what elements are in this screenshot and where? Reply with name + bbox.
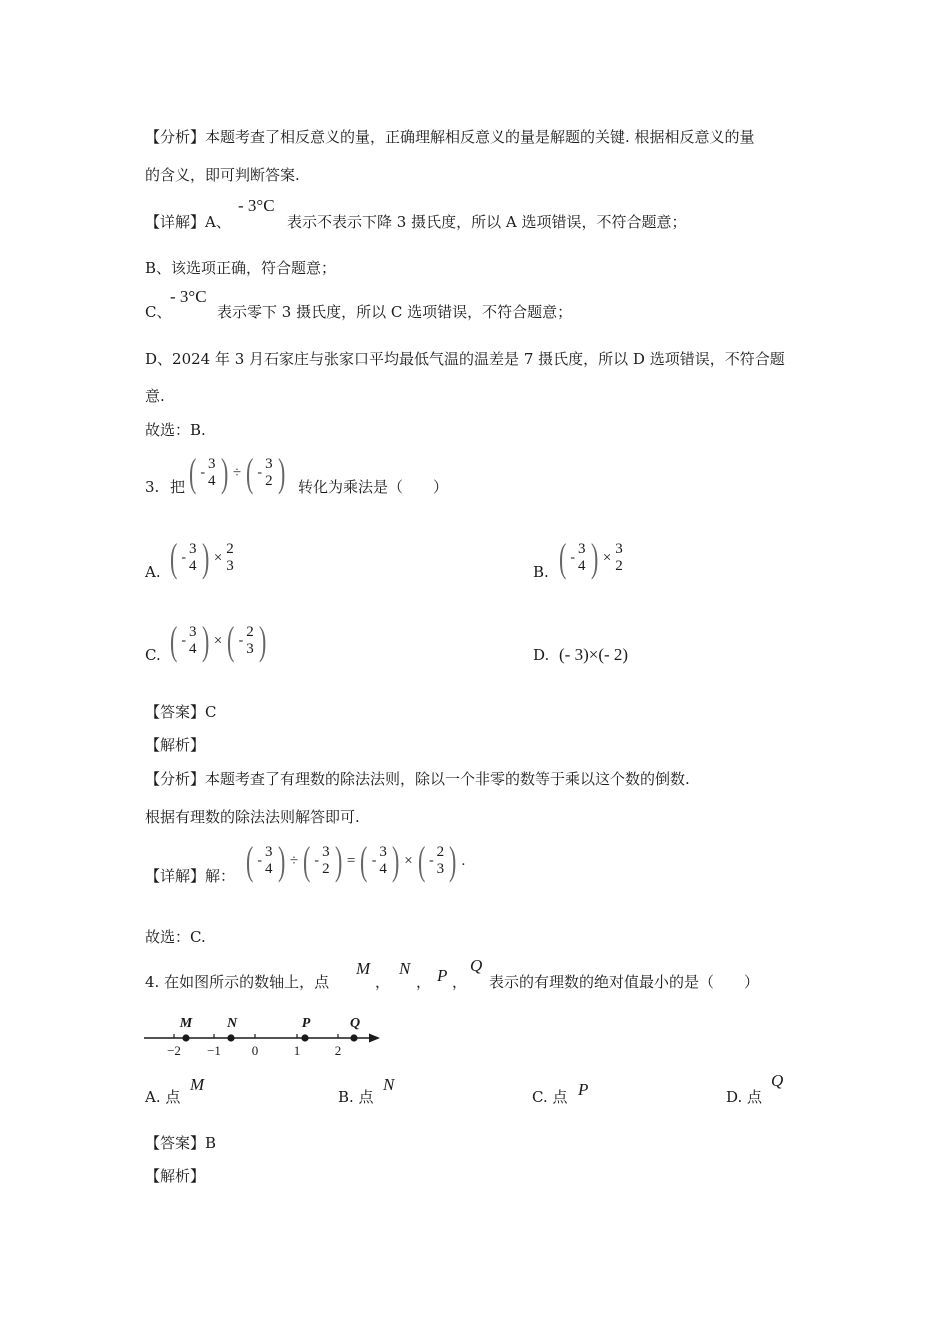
q2-temp-expr-c: - 3°C: [170, 287, 207, 306]
paren-open: (: [188, 450, 197, 495]
q4-opt-d-label: D. 点: [726, 1088, 763, 1106]
q4-comma: ，: [416, 973, 432, 991]
q3-analysis-line2: 根据有理数的除法法则解答即可.: [145, 808, 360, 826]
q4-comma: ，: [452, 973, 468, 991]
q4-opt-a-point: M: [190, 1075, 205, 1094]
q3-opt-c-label: C.: [145, 646, 161, 664]
q4-answer: 【答案】B: [145, 1134, 217, 1152]
q2-detail-a-suffix: 表示不表示下降 3 摄氏度，所以 A 选项错误，不符合题意；: [287, 213, 687, 231]
paren-close: ): [277, 450, 285, 495]
q4-opt-b-label: B. 点: [338, 1088, 374, 1106]
q2-detail-d-line2: 意.: [145, 387, 165, 405]
q3-analysis-line1: 【分析】本题考查了有理数的除法法则，除以一个非零的数等于乘以这个数的倒数.: [145, 770, 690, 788]
q3-number: 3.: [145, 478, 160, 496]
q3-detail-expr: ( - 3 4 ) ÷ ( - 3 2 ) = ( - 3 4 ) × ( - 2 3 ) .: [245, 838, 466, 883]
q3-answer: 【答案】C: [145, 703, 217, 721]
q4-opt-c-label: C. 点: [532, 1088, 568, 1106]
q2-detail-c-prefix: C、: [145, 303, 172, 321]
q3-opt-b-label: B.: [533, 563, 549, 581]
point-p-dot: [301, 1034, 308, 1041]
q3-detail-prefix: 【详解】解：: [145, 867, 236, 885]
q3-prefix: 把: [170, 478, 186, 496]
div-sign: ÷: [232, 464, 242, 481]
tick-label-2: 2: [334, 1043, 342, 1058]
q3-stem-expr: [186, 450, 288, 495]
q3-analysis-head: 【解析】: [145, 736, 206, 754]
point-q-dot: [350, 1034, 357, 1041]
tick-label-neg2: −2: [167, 1043, 181, 1058]
tick-label-neg1: −1: [207, 1043, 221, 1058]
q2-detail-b: B、该选项正确，符合题意；: [145, 259, 337, 277]
label-p: P: [301, 1016, 311, 1031]
q3-opt-d-label: D.: [533, 646, 550, 664]
label-m: M: [179, 1016, 193, 1031]
point-n-dot: [227, 1034, 234, 1041]
label-n: N: [226, 1016, 238, 1031]
q2-detail-c-suffix: 表示零下 3 摄氏度，所以 C 选项错误，不符合题意；: [217, 303, 573, 321]
q4-point-n: N: [399, 959, 411, 978]
point-m-dot: [182, 1034, 189, 1041]
q3-opt-d-expr: (- 3)×(- 2): [559, 645, 629, 664]
q4-opt-a-label: A. 点: [145, 1088, 181, 1106]
fraction: 3 2: [265, 456, 273, 489]
q4-opt-d-point: Q: [771, 1071, 784, 1090]
q4-point-m: M: [356, 959, 371, 978]
q4-opt-b-point: N: [383, 1075, 395, 1094]
tick-label-1: 1: [293, 1043, 301, 1058]
paren-close: ): [220, 450, 228, 495]
q2-detail-d-line1: D、2024 年 3 月石家庄与张家口平均最低气温的温差是 7 摄氏度，所以 D 选项错误，不符合题: [145, 350, 785, 368]
q3-suffix: 转化为乘法是（ ）: [298, 478, 449, 496]
number-line: [140, 1010, 390, 1060]
q4-point-q: Q: [470, 956, 483, 975]
q3-opt-a-expr: ( - 3 4 ) × 2 3: [169, 535, 234, 580]
q4-comma: ，: [375, 973, 391, 991]
paren-open: (: [246, 450, 254, 495]
q3-opt-a-label: A.: [145, 563, 161, 581]
q2-detail-a-prefix: 【详解】A、: [145, 213, 231, 231]
q3-choice: 故选：C.: [145, 928, 206, 946]
minus: -: [257, 465, 263, 480]
q2-analysis-line1: 【分析】本题考查了相反意义的量，正确理解相反意义的量是解题的关键. 根据相反意义的量: [145, 128, 755, 146]
tick-label-0: 0: [251, 1043, 259, 1058]
q4-analysis-head: 【解析】: [145, 1167, 206, 1185]
minus: -: [200, 465, 205, 480]
axis-arrow: [369, 1034, 380, 1043]
q4-stem-prefix: 4. 在如图所示的数轴上，点: [145, 973, 330, 991]
fraction: 3 4: [208, 456, 216, 489]
q4-point-p: P: [437, 966, 448, 985]
q4-stem-suffix: 表示的有理数的绝对值最小的是（ ）: [489, 973, 760, 991]
q2-choice: 故选：B.: [145, 421, 206, 439]
q2-temp-expr-a: - 3°C: [238, 196, 275, 215]
label-q: Q: [349, 1016, 361, 1031]
q3-opt-b-expr: ( - 3 4 ) × 3 2: [558, 535, 623, 580]
q2-analysis-line2: 的含义，即可判断答案.: [145, 166, 300, 184]
q3-opt-c-expr: ( - 3 4 ) × ( - 2 3 ): [169, 618, 267, 663]
q4-opt-c-point: P: [578, 1080, 589, 1099]
